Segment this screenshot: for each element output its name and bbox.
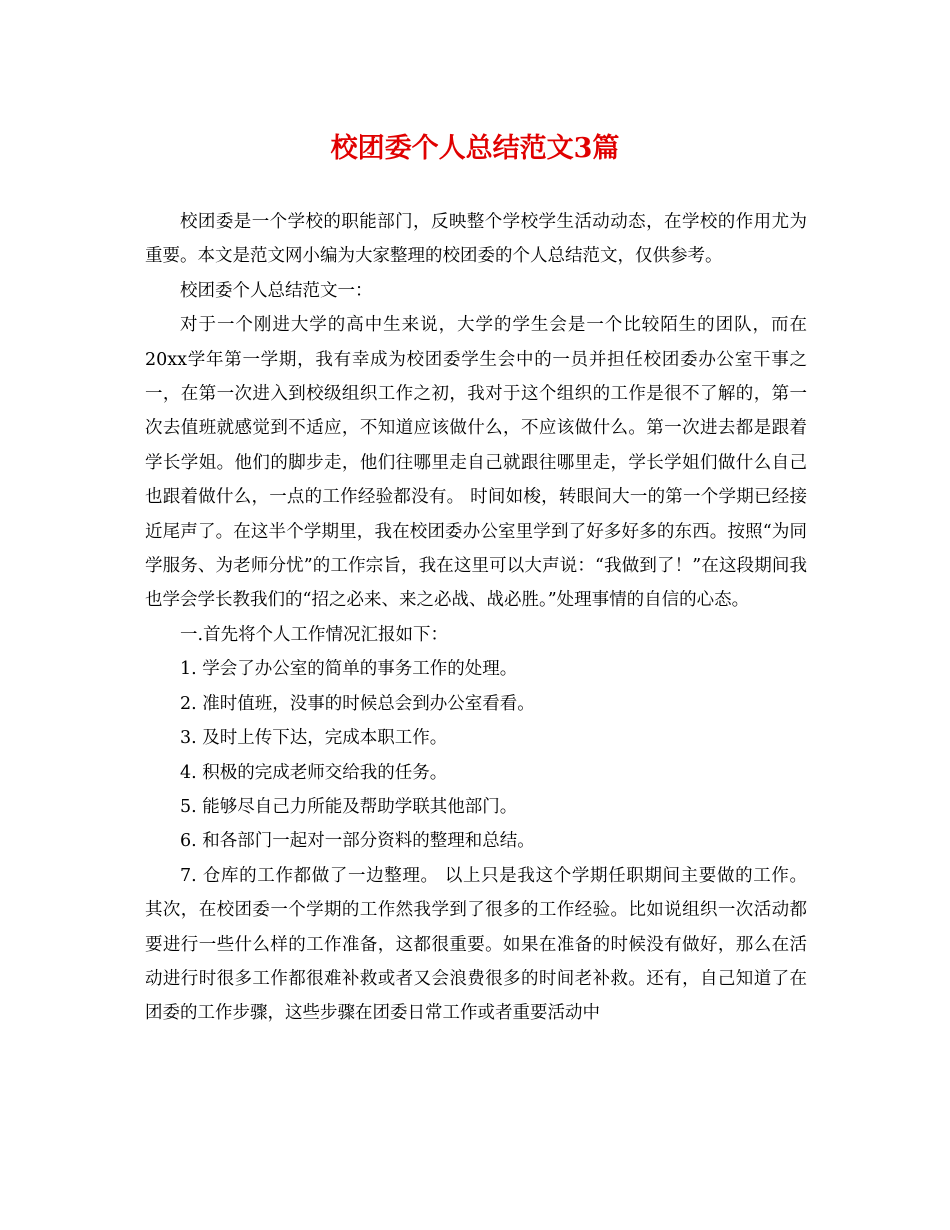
document-title: 校团委个人总结范文3篇 — [330, 133, 620, 164]
paragraph-main: 对于一个刚进大学的高中生来说，大学的学生会是一个比较陌生的团队，而在20xx学年第一学期，我有幸成为校团委学生会中的一员并担任校团委办公室干事之一，在第一次进入到校级组织工作之初，我对于这个组织的工作是很不了解的，第一次去值班就感觉到不适应，不知道应该做什么，不应该做什么。第一次进去都是跟着学长学姐。他们的脚步走，他们往哪里走自己就跟往哪里走，学长学姐们做什么自己也跟着做什么，一点的工作经验都没有。 时间如梭，转眼间大一的第一个学期已经接近尾声了。在这半个学期里，我在校团委办公室里学到了好多好多的东西。按照“为同学服务、为老师分忧”的工作宗旨，我在这里可以大声说：“我做到了！”在这段期间我也学会学长教我们的“招之必来、来之必战、战必胜。”处理事情的自信的心态。 — [145, 315, 807, 611]
list-item-1: 1. 学会了办公室的简单的事务工作的处理。 — [180, 659, 518, 680]
list-item-3: 3. 及时上传下达，完成本职工作。 — [180, 728, 448, 749]
document-body — [145, 205, 807, 1031]
paragraph-report-heading: 一.首先将个人工作情况汇报如下： — [180, 624, 449, 645]
list-item-6: 6. 和各部门一起对一部分资料的整理和总结。 — [180, 831, 535, 852]
list-item-7: 7. 仓库的工作都做了一边整理。 以上只是我这个学期任职期间主要做的工作。 其次，在校团委一个学期的工作然我学到了很多的工作经验。比如说组织一次活动都要进行一些什么样的工作准备，这都很重要。如果在准备的时候没有做好，那么在活动进行时很多工作都很难补救或者又会浪费很多的时间老补救。还有，自己知道了在团委的工作步骤，这些步骤在团委日常工作或者重要活动中 — [145, 865, 807, 1024]
paragraph-intro: 校团委是一个学校的职能部门，反映整个学校学生活动动态，在学校的作用尤为重要。本文是范文网小编为大家整理的校团委的个人总结范文，仅供参考。 — [145, 212, 807, 267]
list-item-5: 5. 能够尽自己力所能及帮助学联其他部门。 — [180, 796, 518, 817]
list-item-2: 2. 准时值班，没事的时候总会到办公室看看。 — [180, 693, 535, 714]
paragraph-section-heading: 校团委个人总结范文一： — [180, 280, 373, 301]
list-item-4: 4. 积极的完成老师交给我的任务。 — [180, 762, 448, 783]
